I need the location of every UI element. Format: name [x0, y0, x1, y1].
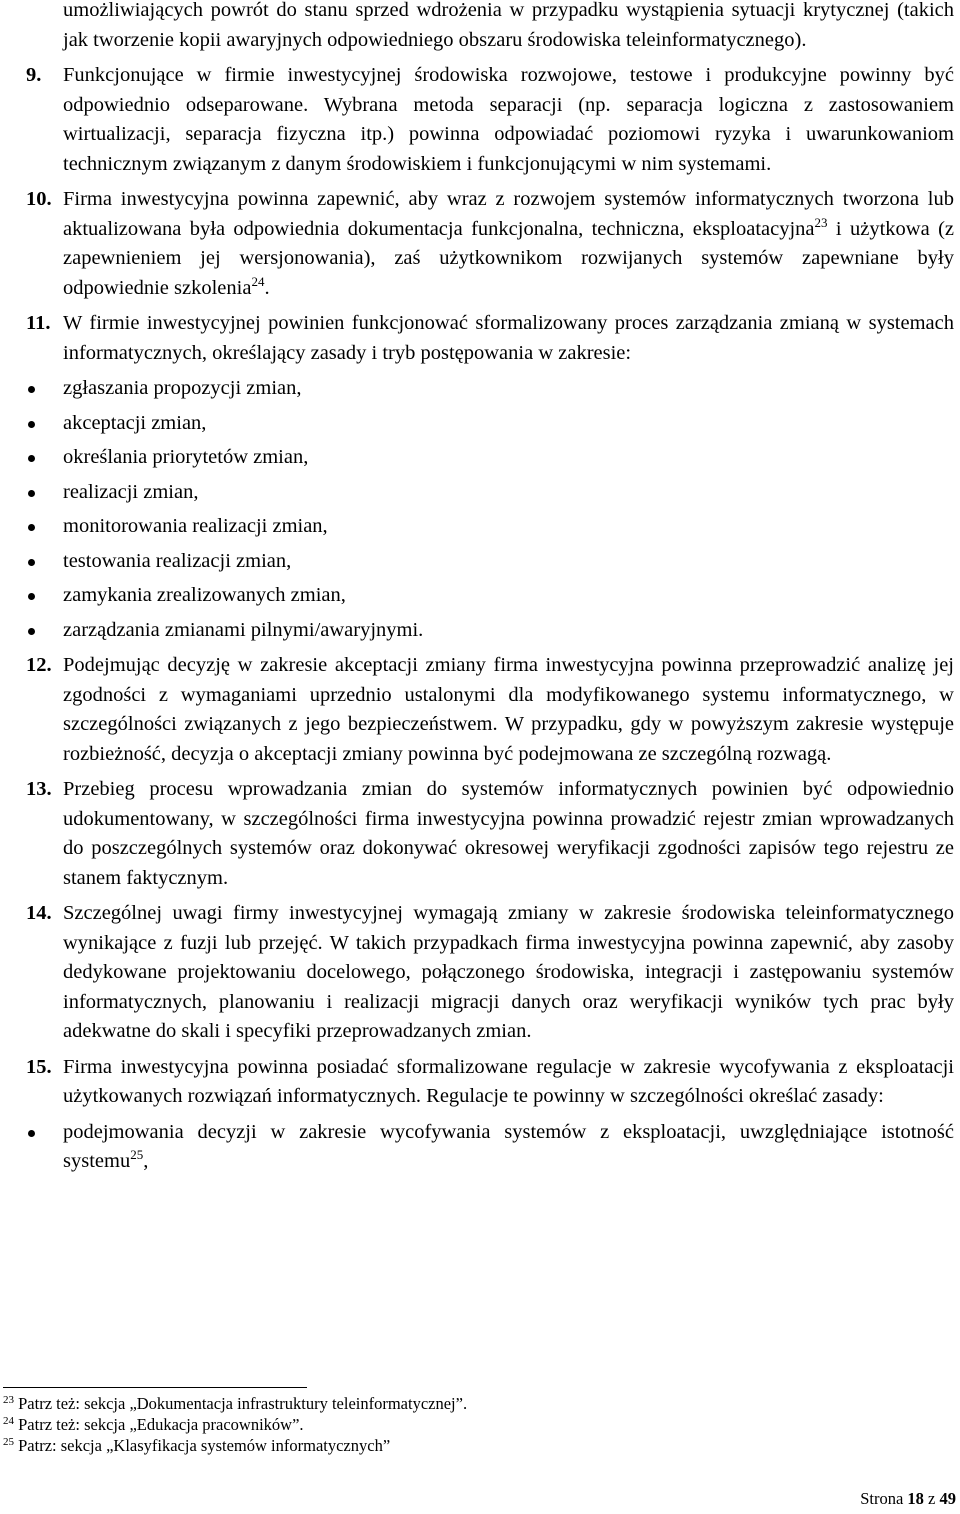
item-text: Funkcjonujące w firmie inwestycyjnej środowiska rozwojowe, testowe i produkcyjne powinny być odpowiednio odseparowane. Wybrana metoda separacji (np. separacja logiczna z zastosowaniem wirtualizacji, separacja fizyczna itp.) powinna odpowiadać poziomowi ryzyka i uwarunkowaniom technicznym związanym z danym środowiskiem i funkcjonującymi w nim systemami.	[63, 64, 954, 175]
item-text: Firma inwestycyjna powinna posiadać sformalizowane regulacje w zakresie wycofywania z eksploatacji użytkowanych rozwiązań informatycznych. Regulacje te powinny w szczególności określać zasady:	[63, 1055, 954, 1107]
bullet-icon	[28, 593, 35, 600]
page-sep: z	[923, 1489, 940, 1508]
page-label: Strona	[860, 1489, 908, 1508]
item-text: Szczególnej uwagi firmy inwestycyjnej wymagają zmiany w zakresie środowiska teleinformatycznego wynikające z fuzji lub przejęć. W takich przypadkach firma inwestycyjna powinna zapewnić, aby zasoby dedykowane projektowaniu docelowego, połączonego środowiska, integracji i zastępowaniu systemów informatycznych, planowaniu i realizacji migracji danych oraz weryfikacji wyników tych prac były adekwatne do skali i specyfiki przeprowadzanych zmian.	[63, 902, 954, 1042]
bullet-text: zgłaszania propozycji zmian,	[63, 377, 302, 399]
item-text: Firma inwestycyjna powinna zapewnić, aby wraz z rozwojem systemów informatycznych tworzona lub aktualizowana była odpowiednia dokumentacja funkcjonalna, techniczna, eksploatacyjna	[63, 188, 954, 240]
item-text: W firmie inwestycyjnej powinien funkcjonować sformalizowany proces zarządzania zmianą w systemach informatycznych, określający zasady i tryb postępowania w zakresie:	[63, 312, 954, 364]
footnote-text: Patrz: sekcja „Klasyfikacja systemów informatycznych”	[14, 1436, 391, 1455]
page-total: 49	[939, 1489, 956, 1508]
bullet-text: określania priorytetów zmian,	[63, 446, 309, 468]
item-text: Podejmując decyzję w zakresie akceptacji zmiany firma inwestycyjna powinna przeprowadzić analizę jej zgodności z wymaganiami uprzednio ustalonymi dla modyfikowanego systemu informatycznego, w szczególności związanych z jego bezpieczeństwem. W przypadku, gdy w powyższym zakresie występuje rozbieżność, decyzja o akceptacji zmiany powinna być podejmowana ze szczególną rozwagą.	[63, 654, 954, 765]
footnote	[3, 1435, 943, 1456]
bullet-item	[26, 512, 954, 542]
continuation-paragraph: umożliwiających powrót do stanu sprzed wdrożenia w przypadku wystąpienia sytuacji krytycznej (takich jak tworzenie kopii awaryjnych odpowiedniego obszaru środowiska teleinformatycznego).	[63, 0, 954, 51]
list-item-11	[26, 309, 954, 368]
footnote	[3, 1393, 943, 1414]
page-number	[860, 1484, 956, 1514]
bullet-icon	[28, 421, 35, 428]
item-text: Przebieg procesu wprowadzania zmian do systemów informatycznych powinien być odpowiednio udokumentowany, w szczególności firma inwestycyjna powinna prowadzić rejestr zmian wprowadzanych do poszczególnych systemów oraz dokonywać okresowej weryfikacji zgodności zapisów tego rejestru ze stanem faktycznym.	[63, 778, 954, 889]
item-number: 11.	[26, 312, 51, 334]
body-text	[26, 0, 954, 1182]
bullet-item	[26, 1118, 954, 1177]
footnote-ref: 25	[130, 1147, 144, 1162]
footnote-number: 23	[3, 1394, 14, 1406]
bullet-list	[26, 1118, 954, 1177]
bullet-icon	[28, 524, 35, 531]
footnote-number: 24	[3, 1415, 14, 1427]
item-number: 10.	[26, 188, 52, 210]
bullet-item	[26, 478, 954, 508]
bullet-item	[26, 374, 954, 404]
bullet-list	[26, 374, 954, 645]
footnote-separator	[3, 1387, 307, 1388]
footnote-ref: 23	[814, 214, 828, 230]
list-item-14	[26, 899, 954, 1047]
bullet-item	[26, 409, 954, 439]
bullet-text: podejmowania decyzji w zakresie wycofywania systemów z eksploatacji, uwzględniające istotność systemu	[63, 1120, 954, 1172]
bullet-item	[26, 547, 954, 577]
page-current: 18	[907, 1489, 924, 1508]
bullet-icon	[28, 559, 35, 566]
footnote-text: Patrz też: sekcja „Edukacja pracowników”.	[14, 1415, 304, 1434]
bullet-item	[26, 616, 954, 646]
item-number: 13.	[26, 778, 52, 800]
footnote-text: Patrz też: sekcja „Dokumentacja infrastruktury teleinformatycznej”.	[14, 1394, 468, 1413]
list-item-10	[26, 185, 954, 303]
footnote	[3, 1414, 943, 1435]
bullet-item	[26, 581, 954, 611]
item-number: 12.	[26, 654, 52, 676]
bullet-icon	[28, 628, 35, 635]
bullet-item	[26, 443, 954, 473]
bullet-text: zamykania zrealizowanych zmian,	[63, 584, 346, 606]
bullet-text: monitorowania realizacji zmian,	[63, 515, 328, 537]
bullet-icon	[28, 1130, 35, 1137]
bullet-icon	[28, 386, 35, 393]
bullet-text: realizacji zmian,	[63, 480, 199, 503]
list-item-9	[26, 61, 954, 179]
footnotes	[3, 1393, 943, 1456]
bullet-text: zarządzania zmianami pilnymi/awaryjnymi.	[63, 618, 424, 641]
list-item-15	[26, 1053, 954, 1112]
footnote-number: 25	[3, 1436, 14, 1448]
item-text: .	[264, 276, 270, 299]
footnote-ref: 24	[251, 273, 265, 289]
bullet-text: testowania realizacji zmian,	[63, 549, 292, 572]
item-number: 14.	[26, 902, 52, 924]
bullet-icon	[28, 490, 35, 497]
item-number: 9.	[26, 64, 42, 86]
item-number: 15.	[26, 1055, 52, 1078]
bullet-text: ,	[143, 1150, 149, 1172]
item-text: i użytkowa (z zapewnieniem jej wersjonowania), zaś użytkownikom rozwijanych systemów zapewniane były odpowiednie szkolenia	[63, 217, 955, 299]
list-item-13	[26, 775, 954, 893]
bullet-icon	[28, 455, 35, 462]
list-item-12	[26, 651, 954, 769]
bullet-text: akceptacji zmian,	[63, 411, 207, 434]
